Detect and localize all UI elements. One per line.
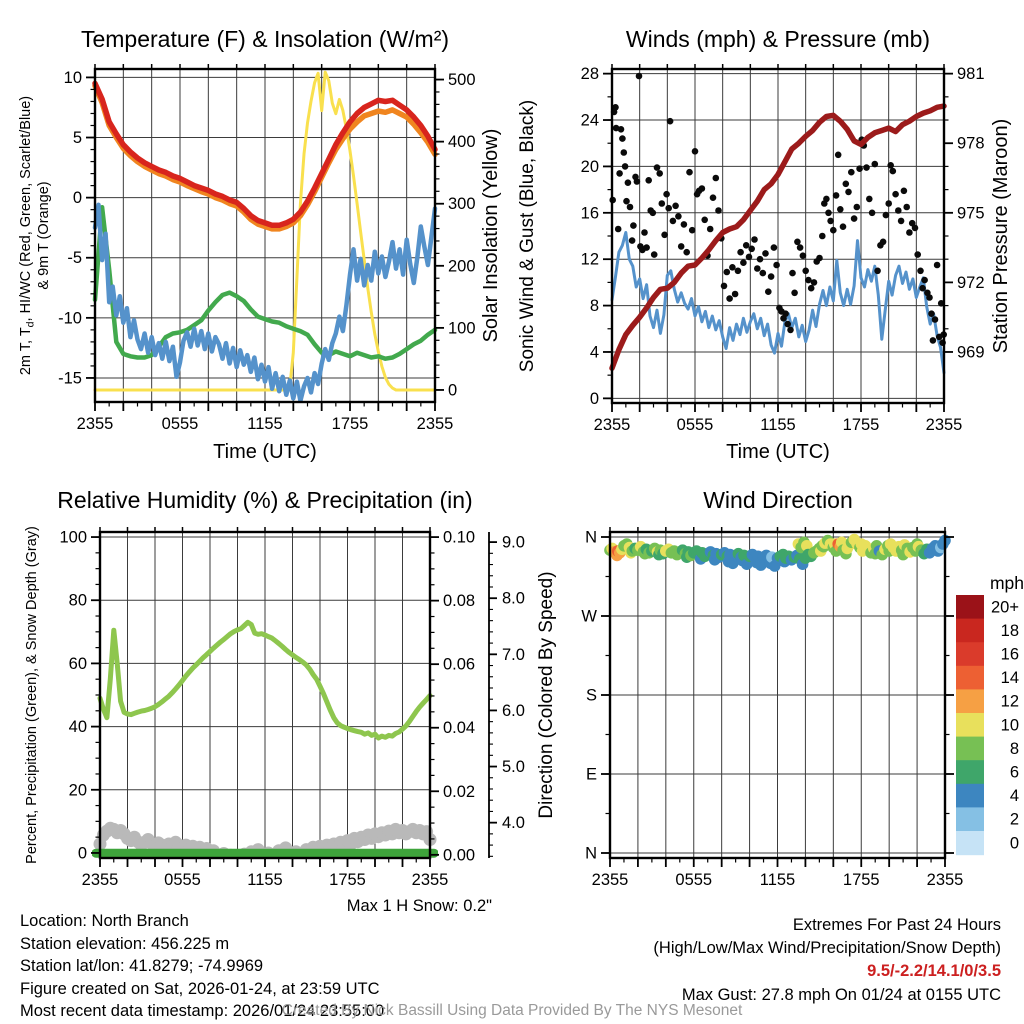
svg-text:2355: 2355 — [76, 415, 114, 433]
svg-text:0.04: 0.04 — [443, 719, 476, 738]
svg-text:0.02: 0.02 — [443, 782, 476, 801]
svg-text:-5: -5 — [67, 249, 82, 268]
data-timestamp: Most recent data timestamp: 2026/01/24 23:55:00 — [20, 1002, 385, 1021]
svg-text:N: N — [585, 528, 597, 547]
svg-text:2355: 2355 — [416, 415, 454, 433]
svg-text:mph: mph — [989, 573, 1024, 593]
svg-text:80: 80 — [68, 591, 87, 610]
svg-text:2m T, Td, HI/WC (Red, Green, S: 2m T, $T_d$, HI/WC (Red, Green, Scarlet/Blue) — [18, 95, 37, 376]
svg-text:1155: 1155 — [247, 871, 283, 889]
svg-text:18: 18 — [1000, 621, 1019, 640]
svg-text:W: W — [581, 607, 597, 626]
svg-text:0.06: 0.06 — [443, 655, 476, 674]
svg-text:6: 6 — [1009, 763, 1019, 782]
svg-text:20+: 20+ — [991, 598, 1019, 617]
svg-text:8: 8 — [1009, 739, 1019, 758]
svg-text:E: E — [585, 765, 597, 784]
svg-text:4.0: 4.0 — [502, 814, 525, 833]
svg-text:2: 2 — [1009, 810, 1019, 829]
svg-text:9.0: 9.0 — [502, 533, 525, 552]
svg-text:-15: -15 — [58, 369, 82, 388]
extremes-block — [653, 914, 1001, 1007]
svg-text:0.00: 0.00 — [443, 846, 476, 865]
svg-text:20: 20 — [68, 781, 87, 800]
svg-text:2355: 2355 — [411, 871, 449, 889]
svg-text:0: 0 — [72, 189, 82, 208]
svg-text:300: 300 — [448, 195, 476, 214]
svg-text:0555: 0555 — [164, 871, 201, 889]
svg-text:5.0: 5.0 — [502, 758, 525, 777]
svg-text:S: S — [585, 686, 597, 705]
svg-text:2355: 2355 — [591, 871, 629, 889]
svg-text:16: 16 — [1000, 645, 1019, 664]
svg-text:1155: 1155 — [247, 415, 283, 433]
chart-title-winds: Winds (mph) & Pressure (mb) — [625, 26, 931, 52]
max-gust: Max Gust: 27.8 mph On 01/24 at 0155 UTC — [681, 985, 1001, 1004]
svg-text:Direction (Colored By Speed): Direction (Colored By Speed) — [536, 571, 557, 819]
svg-text:1755: 1755 — [842, 416, 880, 434]
svg-text:-10: -10 — [58, 309, 82, 328]
extremes-subtitle: (High/Low/Max Wind/Precipitation/Snow Depth) — [653, 939, 1001, 958]
svg-text:6.0: 6.0 — [502, 701, 525, 720]
svg-text:12: 12 — [1000, 692, 1019, 711]
svg-text:2355: 2355 — [593, 416, 631, 434]
svg-text:60: 60 — [68, 654, 87, 673]
svg-text:Station Pressure (Maroon): Station Pressure (Maroon) — [990, 118, 1012, 354]
svg-text:978: 978 — [957, 134, 985, 153]
chart-title-temperature: Temperature (F) & Insolation (W/m²) — [80, 26, 450, 52]
svg-text:40: 40 — [68, 718, 87, 737]
svg-text:12: 12 — [580, 250, 599, 269]
svg-text:1755: 1755 — [329, 871, 366, 889]
svg-text:0: 0 — [77, 844, 87, 863]
svg-text:400: 400 — [448, 133, 476, 152]
svg-text:4: 4 — [1009, 787, 1019, 806]
extremes-title: Extremes For Past 24 Hours — [792, 916, 1001, 934]
svg-text:20: 20 — [580, 157, 599, 176]
svg-text:24: 24 — [580, 111, 599, 130]
svg-text:Percent, Precipitation (Green): Percent, Precipitation (Green), & Snow Depth (Gray) — [24, 526, 40, 864]
svg-text:10: 10 — [63, 68, 82, 87]
svg-text:100: 100 — [448, 319, 476, 338]
svg-text:0555: 0555 — [675, 871, 713, 889]
max-snow-note: Max 1 H Snow: 0.2" — [346, 897, 492, 915]
svg-text:2355: 2355 — [925, 416, 963, 434]
svg-text:981: 981 — [957, 65, 985, 84]
svg-text:1155: 1155 — [760, 416, 796, 434]
svg-text:N: N — [585, 844, 597, 863]
svg-text:8.0: 8.0 — [502, 589, 525, 608]
svg-text:969: 969 — [957, 343, 985, 362]
station-latlon: Station lat/lon: 41.8279; -74.9969 — [20, 957, 264, 976]
svg-text:2355: 2355 — [926, 871, 964, 889]
svg-text:975: 975 — [957, 204, 985, 223]
svg-text:0555: 0555 — [676, 416, 714, 434]
svg-text:1155: 1155 — [759, 871, 796, 889]
svg-text:0: 0 — [589, 389, 599, 408]
x-axis-label-winds: Time (UTC) — [726, 441, 830, 463]
svg-text:4: 4 — [589, 343, 599, 362]
svg-text:0: 0 — [448, 381, 458, 400]
svg-text:500: 500 — [448, 71, 476, 90]
svg-text:5: 5 — [72, 129, 82, 148]
svg-text:972: 972 — [957, 273, 985, 292]
svg-text:14: 14 — [1000, 669, 1019, 688]
svg-text:0.08: 0.08 — [443, 592, 476, 611]
svg-text:1755: 1755 — [331, 415, 369, 433]
svg-text:200: 200 — [448, 257, 476, 276]
svg-text:28: 28 — [580, 65, 599, 84]
svg-text:16: 16 — [580, 204, 599, 223]
station-elevation: Station elevation: 456.225 m — [20, 934, 230, 953]
x-axis-label-temperature: Time (UTC) — [213, 441, 317, 463]
svg-text:0555: 0555 — [161, 415, 199, 433]
svg-text:& 9m T (Orange): & 9m T (Orange) — [36, 181, 52, 290]
station-location: Location: North Branch — [20, 912, 189, 930]
svg-text:0: 0 — [1009, 834, 1019, 853]
svg-text:0.10: 0.10 — [443, 528, 476, 547]
svg-text:8: 8 — [589, 297, 599, 316]
svg-text:Sonic Wind & Gust (Blue, Black: Sonic Wind & Gust (Blue, Black) — [517, 99, 538, 373]
credit-line: Created By Nick Bassill Using Data Provided By The NYS Mesonet — [281, 1002, 743, 1019]
chart-title-wind-direction: Wind Direction — [703, 487, 853, 513]
svg-text:7.0: 7.0 — [502, 645, 525, 664]
extremes-values: 9.5/-2.2/14.1/0/3.5 — [867, 962, 1001, 981]
svg-text:100: 100 — [59, 528, 87, 547]
svg-text:Solar Insolation (Yellow): Solar Insolation (Yellow) — [480, 128, 502, 343]
svg-text:10: 10 — [1000, 716, 1019, 735]
svg-text:1755: 1755 — [842, 871, 880, 889]
chart-title-humidity: Relative Humidity (%) & Precipitation (in) — [57, 487, 473, 513]
speed-colorbar — [956, 573, 1024, 855]
svg-text:2355: 2355 — [81, 871, 119, 889]
figure-created: Figure created on Sat, 2026-01-24, at 23:59 UTC — [20, 979, 380, 998]
